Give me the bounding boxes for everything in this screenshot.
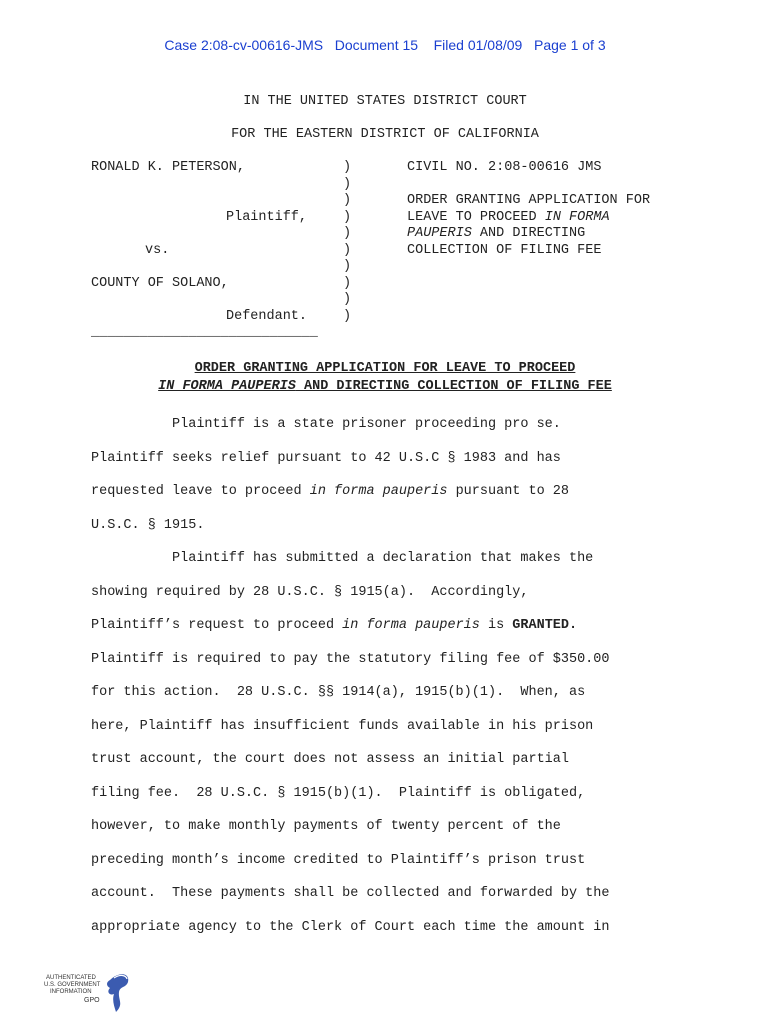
- order-title-line1: ORDER GRANTING APPLICATION FOR: [407, 193, 651, 208]
- gpo-authentication-seal: [44, 970, 144, 1016]
- caption-case-info: [407, 160, 650, 259]
- document-title: [0, 360, 770, 396]
- body-line: for this action. 28 U.S.C. §§ 1914(a), 1915(b)(1). When, as: [91, 685, 586, 700]
- versus: vs.: [145, 242, 170, 258]
- defendant-role: Defendant.: [226, 308, 308, 324]
- body-line: is: [479, 618, 513, 633]
- eagle-icon: [107, 974, 128, 1012]
- body-italic: in forma pauperis: [342, 618, 480, 633]
- order-title-line3b: AND DIRECTING: [471, 226, 586, 241]
- body-italic: in forma pauperis: [309, 484, 448, 499]
- body-line: preceding month’s income credited to Plaintiff’s prison trust: [91, 852, 586, 868]
- body-line: here, Plaintiff has insufficient funds available in his prison: [91, 718, 594, 734]
- body-line: requested leave to proceed: [91, 484, 310, 499]
- order-title-line3a: PAUPERIS: [407, 226, 472, 241]
- title-italic: IN FORMA PAUPERIS: [158, 379, 296, 394]
- seal-text: AUTHENTICATED: [46, 975, 96, 981]
- body-line: Plaintiff has submitted a declaration that makes the: [91, 551, 594, 566]
- defendant-name: COUNTY OF SOLANO,: [91, 275, 229, 291]
- seal-text: GPO: [84, 997, 100, 1004]
- body-line: filing fee. 28 U.S.C. § 1915(b)(1). Plaintiff is obligated,: [91, 785, 586, 801]
- body-line: trust account, the court does not assess an initial partial: [91, 752, 569, 767]
- body-line: Plaintiff is a state prisoner proceeding pro se.: [91, 417, 561, 432]
- seal-text: U.S. GOVERNMENT: [44, 982, 101, 988]
- title-rest: AND DIRECTING COLLECTION OF FILING FEE: [295, 379, 612, 394]
- granted-bold: GRANTED.: [512, 618, 578, 633]
- seal-text: INFORMATION: [50, 989, 92, 995]
- court-district: FOR THE EASTERN DISTRICT OF CALIFORNIA: [231, 127, 539, 142]
- body-line: showing required by 28 U.S.C. § 1915(a). Accordingly,: [91, 584, 529, 600]
- body-line: pursuant to 28: [447, 484, 570, 499]
- plaintiff-name: RONALD K. PETERSON,: [91, 160, 245, 175]
- body-line: Plaintiff’s request to proceed: [91, 618, 343, 633]
- order-body: [91, 408, 701, 944]
- body-line: appropriate agency to the Clerk of Court each time the amount in: [91, 919, 610, 935]
- body-line: however, to make monthly payments of twenty percent of the: [91, 819, 561, 834]
- ecf-header-stamp: Case 2:08-cv-00616-JMS Document 15 Filed 01/08/09 Page 1 of 3: [164, 37, 606, 53]
- caption-parentheses: ) ) ) ) ) ) ) ) ) ): [343, 160, 352, 324]
- order-title-line4: COLLECTION OF FILING FEE: [407, 242, 602, 258]
- civil-number: CIVIL NO. 2:08-00616 JMS: [407, 160, 602, 175]
- title-line2: [0, 378, 770, 396]
- body-line: Plaintiff is required to pay the statutory filing fee of $350.00: [91, 651, 610, 667]
- order-title-line2a: LEAVE TO PROCEED: [407, 209, 545, 225]
- plaintiff-role: Plaintiff,: [226, 209, 308, 225]
- title-line1: ORDER GRANTING APPLICATION FOR LEAVE TO PROCEED: [194, 361, 576, 376]
- caption-rule: ____________________________: [91, 325, 318, 340]
- caption-parties: [91, 160, 318, 342]
- body-line: U.S.C. § 1915.: [91, 517, 205, 533]
- order-title-line2b: IN FORMA: [544, 209, 610, 225]
- body-line: account. These payments shall be collected and forwarded by the: [91, 886, 610, 901]
- court-name: IN THE UNITED STATES DISTRICT COURT: [243, 94, 527, 109]
- body-line: Plaintiff seeks relief pursuant to 42 U.S.C § 1983 and has: [91, 450, 561, 466]
